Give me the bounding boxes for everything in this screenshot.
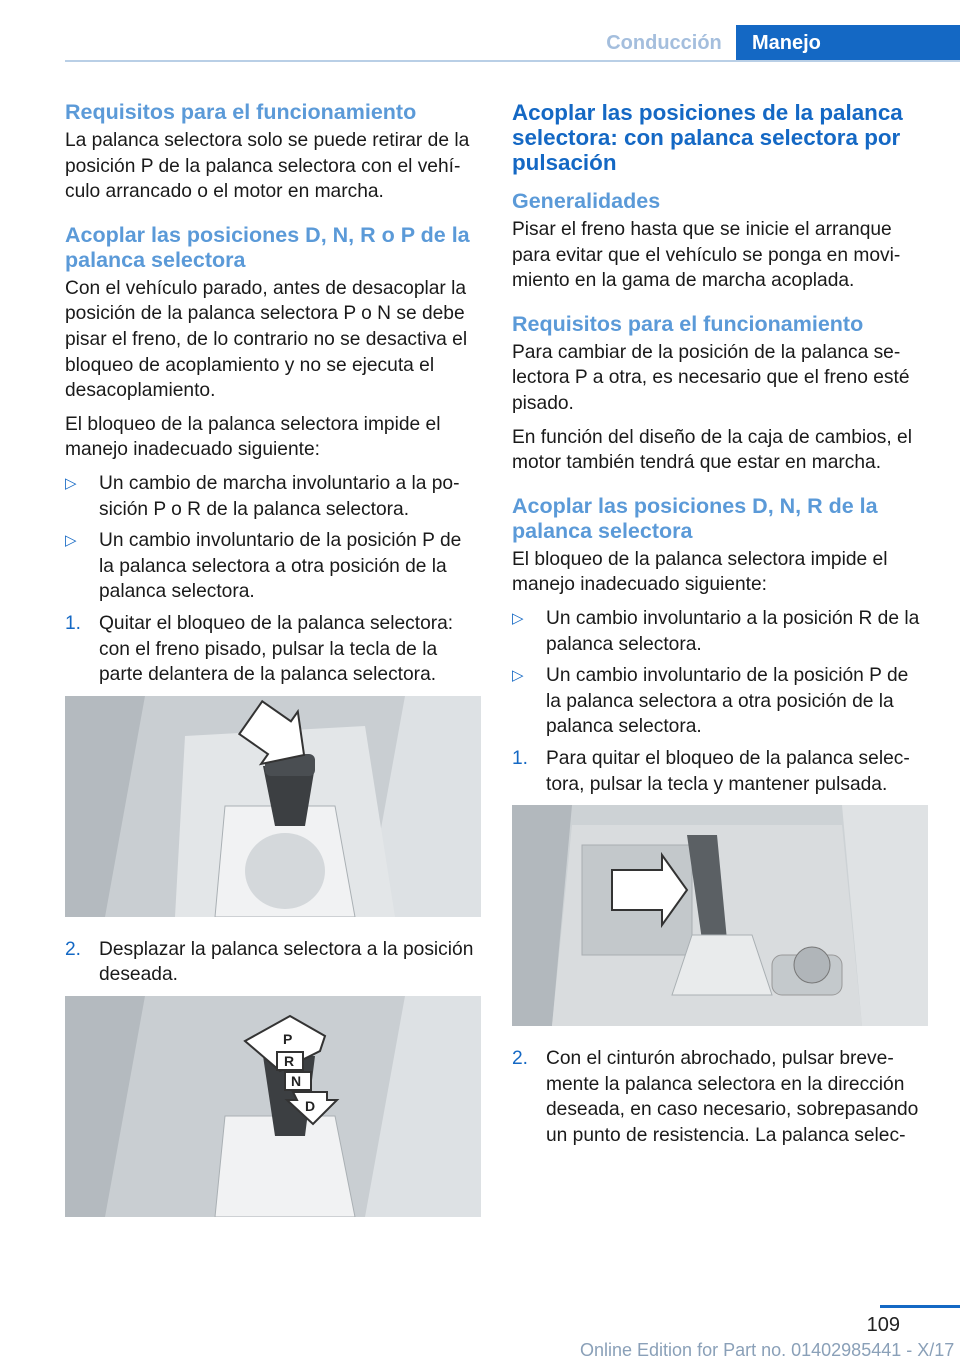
heading-requisitos: Requisitos para el funcionamiento bbox=[65, 100, 417, 124]
header-rule bbox=[65, 60, 960, 62]
bullet-item bbox=[65, 471, 481, 522]
figure-pushbutton-lever bbox=[512, 805, 928, 1026]
heading-acoplar: Acoplar las posiciones D, N, R o P de la palanca selectora bbox=[65, 222, 470, 272]
tab-section[interactable]: Manejo bbox=[736, 25, 960, 61]
left-column bbox=[65, 100, 481, 1237]
gear-label-p: P bbox=[283, 1030, 293, 1047]
heading-generalidades: Generalidades bbox=[512, 189, 661, 213]
figure-gear-positions bbox=[65, 996, 481, 1217]
paragraph-requisitos: La palanca selectora solo se puede retirar de la posición P de la palanca selectora con el vehículo arrancado o el motor en marcha. bbox=[65, 130, 470, 203]
step-item bbox=[65, 611, 481, 688]
gear-label-d: D bbox=[305, 1097, 316, 1114]
heading-acoplar-right: Acoplar las posiciones D, N, R de la palanca selectora bbox=[512, 493, 878, 543]
bullet-item bbox=[512, 663, 928, 740]
step-item bbox=[512, 1046, 928, 1148]
bullet-text: Un cambio de marcha involuntario a la posición P o R de la palanca selectora. bbox=[99, 472, 460, 520]
footer-rule bbox=[880, 1305, 960, 1308]
edition-note: Online Edition for Part no. 01402985441 - X/17 bbox=[580, 1340, 955, 1360]
bullet-text: Un cambio involuntario de la posición P de la palanca selectora a otra posición de la palanca selectora. bbox=[99, 530, 462, 603]
right-column bbox=[512, 100, 928, 1154]
tab-chapter[interactable]: Conducción bbox=[606, 32, 722, 54]
bullet-item bbox=[65, 528, 481, 605]
step-number: 2. bbox=[512, 1048, 529, 1070]
paragraph-requisitos-1: Para cambiar de la posición de la palanca selectora P a otra, es necesario que el freno esté pisado. bbox=[512, 341, 910, 414]
paragraph-requisitos-2: En función del diseño de la caja de cambios, el motor también tendrá que estar en marcha. bbox=[512, 426, 912, 474]
step-item bbox=[65, 937, 481, 988]
step-text: Quitar el bloqueo de la palanca selectora: con el freno pisado, pulsar la tecla de la parte delantera de la palanca selectora. bbox=[99, 612, 454, 686]
step-text: Desplazar la palanca selectora a la posición deseada. bbox=[99, 938, 474, 986]
paragraph-acoplar-1: Con el vehículo parado, antes de desacoplar la posición de la palanca selectora P o N se debe pisar el freno, de lo contrario no se desactiva el bloqueo de acoplamiento y no se ejecuta el desacoplamiento. bbox=[65, 277, 468, 402]
triangle-bullet-icon: ▷ bbox=[65, 474, 77, 492]
step-text: Con el cinturón abrochado, pulsar brevemente la palanca selectora en la dirección deseada, en caso necesario, sobrepasando un punto de resistencia. La palanca selec‐ bbox=[546, 1048, 919, 1146]
gear-label-r: R bbox=[284, 1052, 295, 1069]
step-item bbox=[512, 746, 928, 797]
triangle-bullet-icon: ▷ bbox=[512, 609, 524, 627]
step-number: 1. bbox=[512, 747, 529, 769]
bullet-text: Un cambio involuntario de la posición P de la palanca selectora a otra posición de la palanca selectora. bbox=[546, 665, 909, 738]
heading-main: Acoplar las posiciones de la palanca selectora: con palanca selectora por pulsación bbox=[512, 100, 903, 175]
paragraph-acoplar-right: El bloqueo de la palanca selectora impide el manejo inadecuado siguiente: bbox=[512, 548, 888, 596]
figure-gear-lever-button bbox=[65, 696, 481, 917]
paragraph-acoplar-2: El bloqueo de la palanca selectora impide el manejo inadecuado siguiente: bbox=[65, 413, 441, 461]
gear-label-n: N bbox=[291, 1072, 302, 1089]
page-number: 109 bbox=[866, 1314, 900, 1336]
step-number: 1. bbox=[65, 612, 82, 634]
paragraph-generalidades: Pisar el freno hasta que se inicie el arranque para evitar que el vehículo se ponga en movimiento en la gama de marcha acoplada. bbox=[512, 219, 901, 292]
step-text: Para quitar el bloqueo de la palanca selectora, pulsar la tecla y mantener pulsada. bbox=[546, 747, 910, 795]
step-number: 2. bbox=[65, 938, 82, 960]
triangle-bullet-icon: ▷ bbox=[65, 532, 77, 550]
triangle-bullet-icon: ▷ bbox=[512, 667, 524, 685]
bullet-text: Un cambio involuntario a la posición R de la palanca selectora. bbox=[546, 607, 920, 655]
bullet-item bbox=[512, 606, 928, 657]
heading-requisitos-right: Requisitos para el funcionamiento bbox=[512, 311, 864, 336]
